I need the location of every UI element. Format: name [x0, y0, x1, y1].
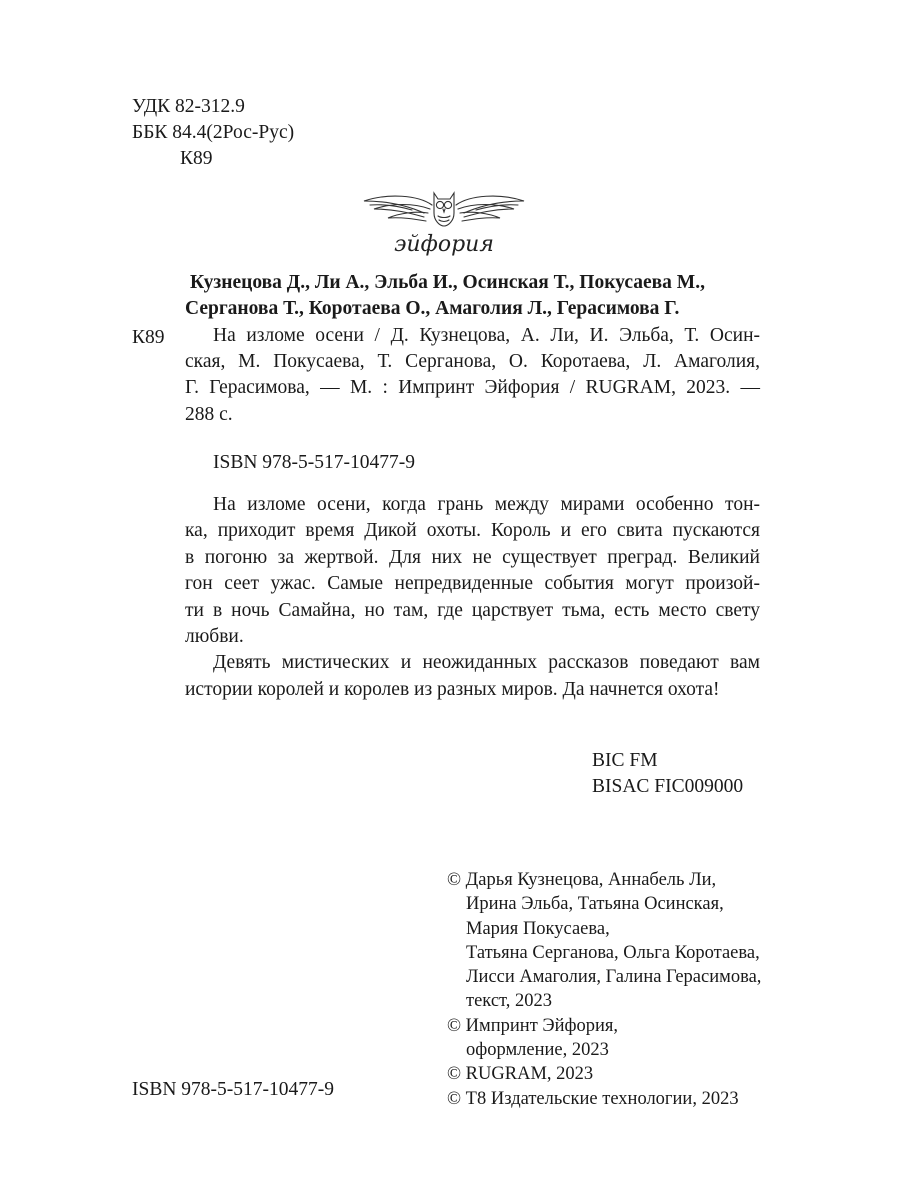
copyright-line: Лисси Амаголия, Галина Герасимова, [466, 967, 762, 988]
bisac-code: BISAC FIC009000 [592, 776, 744, 797]
catalog-code: К89 [132, 327, 165, 348]
copyright-line: © Дарья Кузнецова, Аннабель Ли, [447, 870, 717, 890]
bbk-code: ББК 84.4(2Рос-Рус) [132, 122, 295, 143]
owl-with-wings-icon [358, 183, 530, 261]
copyright-line: © Импринт Эйфория, [447, 1015, 619, 1036]
copyright-line: © RUGRAM, 2023 [447, 1064, 594, 1085]
annotation-line: в погоню за жертвой. Для них не существует преград. Великий [185, 546, 760, 568]
copyright-line: Мария Покусаева, [466, 918, 610, 939]
bic-code: BIC FM [592, 750, 658, 771]
entry-line: На изломе осени / Д. Кузнецова, А. Ли, И. Эльба, Т. Осин- [213, 325, 760, 346]
isbn-catalog: ISBN 978-5-517-10477-9 [213, 452, 416, 473]
annotation [185, 492, 760, 703]
annotation-line: истории королей и королев из разных миров. Да начнется охота! [185, 678, 720, 700]
author-mark: К89 [180, 148, 213, 169]
copyright-line: Ирина Эльба, Татьяна Осинская, [466, 894, 724, 915]
isbn-bottom: ISBN 978-5-517-10477-9 [132, 1079, 335, 1100]
authors-heading [132, 270, 760, 322]
copyright-block [447, 868, 761, 1111]
bibliographic-entry [185, 323, 760, 428]
copyright-line: оформление, 2023 [466, 1040, 609, 1061]
entry-line: 288 с. [185, 403, 233, 425]
annotation-line: ка, приходит время Дикой охоты. Король и его свита пускаются [185, 520, 760, 542]
classification-block [132, 94, 294, 172]
copyright-line: © Т8 Издательские технологии, 2023 [447, 1088, 739, 1109]
entry-line: ская, М. Покусаева, Т. Серганова, О. Коротаева, Л. Амаголия, [185, 351, 760, 373]
annotation-line: любви. [185, 626, 244, 648]
udk-code: УДК 82-312.9 [132, 96, 245, 117]
copyright-line: текст, 2023 [466, 991, 552, 1012]
annotation-line: Девять мистических и неожиданных рассказов поведают вам [213, 652, 760, 674]
annotation-line: На изломе осени, когда грань между мирами особенно тон- [213, 494, 760, 515]
annotation-line: гон сеет ужас. Самые непредвиденные события могут произой- [185, 573, 760, 595]
copyright-line: Татьяна Серганова, Ольга Коротаева, [466, 942, 760, 963]
logo-wordmark: эйфория [394, 232, 494, 257]
authors-line-1: Кузнецова Д., Ли А., Эльба И., Осинская Т., Покусаева М., [190, 272, 705, 293]
annotation-line: ти в ночь Самайна, но там, где царствует тьма, есть место свету [185, 599, 760, 621]
authors-line-2: Серганова Т., Коротаева О., Амаголия Л., Герасимова Г. [185, 298, 680, 319]
entry-line: Г. Герасимова, — М. : Импринт Эйфория / RUGRAM, 2023. — [185, 377, 760, 399]
subject-codes [592, 748, 743, 800]
publisher-logo [358, 183, 530, 261]
